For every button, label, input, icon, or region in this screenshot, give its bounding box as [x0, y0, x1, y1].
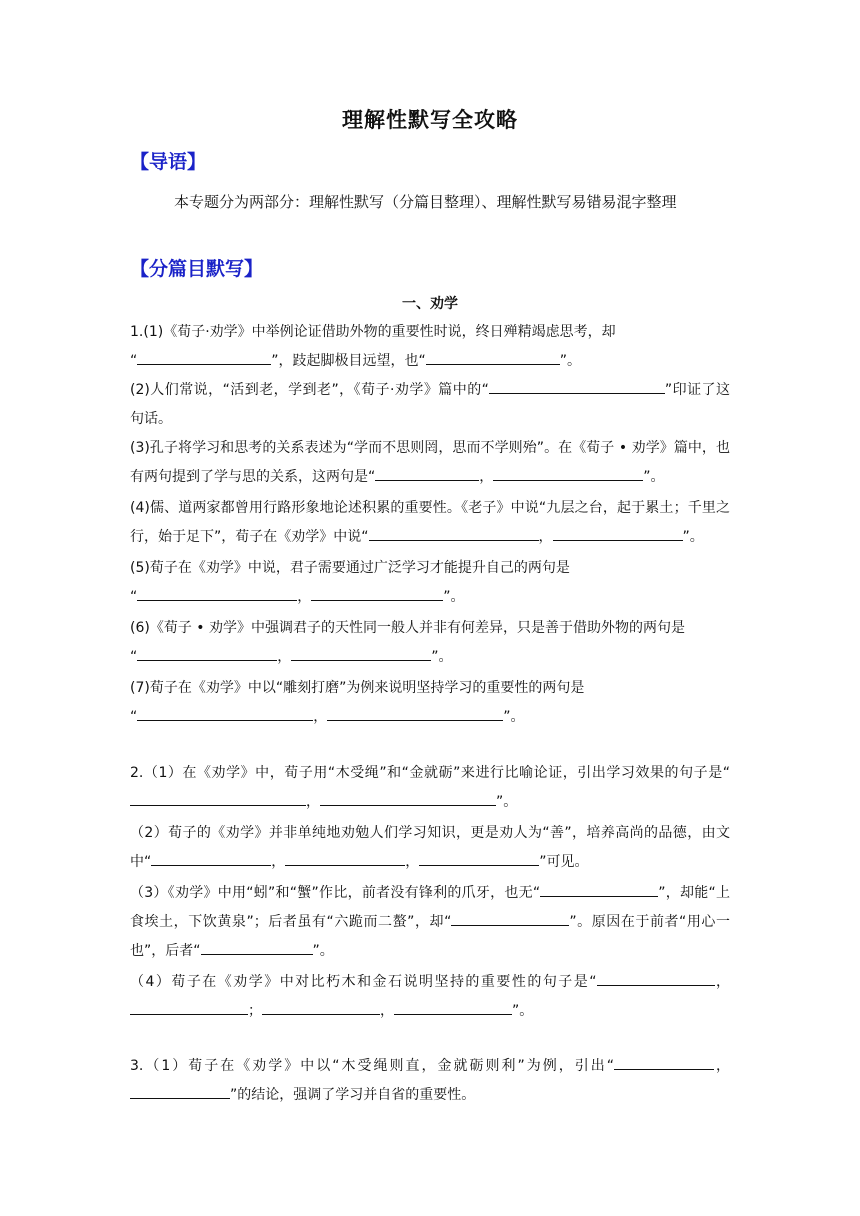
- answer-blank[interactable]: [540, 881, 658, 897]
- question-text: “: [130, 589, 138, 605]
- question-text: “: [130, 649, 138, 665]
- answer-blank[interactable]: [493, 465, 643, 481]
- page-title: 理解性默写全攻略: [342, 107, 518, 132]
- question-1-6: [130, 614, 730, 672]
- question-1-5: [130, 554, 730, 612]
- intro-heading: 【导语】: [130, 151, 207, 173]
- question-text: ”可见。: [539, 854, 589, 870]
- question-1-1: [130, 318, 730, 376]
- answer-blank[interactable]: [369, 525, 539, 541]
- question-2-2: [130, 819, 730, 877]
- answer-blank[interactable]: [419, 850, 539, 866]
- question-2-3: [130, 879, 730, 966]
- question-2-1: [130, 759, 730, 817]
- question-text: (4)儒、道两家都曾用行路形象地论述积累的重要性。《老子》中说“九层之台，起于累土；千里之行，始于足下”，荀子在《劝学》中说“: [130, 500, 730, 545]
- question-text: ”，却能“上食埃土，下饮黄泉”；后者虽有“六跪而二螯”，却“: [130, 885, 731, 930]
- answer-blank[interactable]: [327, 705, 503, 721]
- question-text: ，: [380, 1003, 394, 1019]
- question-text: (6)《荀子 • 劝学》中强调君子的天性同一般人并非有何差异，只是善于借助外物的两句是: [130, 620, 685, 636]
- question-text: ”。原因在于前者“用心一也”，后者“: [130, 914, 730, 959]
- question-text: (7)荀子在《劝学》中以“雕刻打磨”为例来说明坚持学习的重要性的两句是: [130, 680, 585, 696]
- question-text: ”。: [443, 589, 465, 605]
- question-text: ”。: [643, 469, 665, 485]
- question-text: ”。: [312, 943, 334, 959]
- answer-blank[interactable]: [597, 970, 715, 986]
- answer-blank[interactable]: [201, 939, 313, 955]
- answer-blank[interactable]: [130, 790, 306, 806]
- question-text: “: [130, 353, 138, 369]
- section-heading: 【分篇目默写】: [130, 258, 264, 280]
- question-1-7: [130, 674, 730, 732]
- question-text: ，: [405, 854, 420, 870]
- answer-blank[interactable]: [320, 790, 496, 806]
- intro-paragraph: 本专题分为两部分：理解性默写（分篇目整理）、理解性默写易错易混字整理: [174, 193, 677, 211]
- question-text: (3)孔子将学习和思考的关系表述为“学而不思则罔，思而不学则殆”。在《荀子 • 劝学》篇中，也有两句提到了学与思的关系，这两句是“: [130, 440, 730, 485]
- question-text: ，: [538, 529, 553, 545]
- answer-blank[interactable]: [130, 999, 248, 1015]
- answer-blank[interactable]: [451, 910, 569, 926]
- answer-blank[interactable]: [137, 585, 297, 601]
- question-text: （2）荀子的《劝学》并非单纯地劝勉人们学习知识，更是劝人为“善”，培养高尚的品德，由文中“: [130, 825, 730, 870]
- question-2-4: [130, 968, 730, 1026]
- answer-blank[interactable]: [137, 645, 277, 661]
- question-1-4: [130, 494, 730, 552]
- question-text: ”。: [512, 1003, 534, 1019]
- question-text: ”。: [431, 649, 453, 665]
- question-text: ”。: [559, 353, 582, 369]
- answer-blank[interactable]: [291, 645, 431, 661]
- question-text: 3.（1）荀子在《劝学》中以“木受绳则直，金就砺则利”为例，引出“: [130, 1058, 614, 1074]
- question-text: ，: [271, 854, 286, 870]
- question-text: ”的结论，强调了学习并自省的重要性。: [230, 1087, 476, 1103]
- question-3-1: [130, 1052, 730, 1110]
- answer-blank[interactable]: [489, 378, 665, 394]
- question-text: ”，跂起脚极目远望，也“: [271, 353, 426, 369]
- question-text: ；: [248, 1003, 262, 1019]
- question-text: 2.（1）在《劝学》中，荀子用“木受绳”和“金就砺”来进行比喻论证，引出学习效果的句子是“: [130, 765, 730, 781]
- question-1-2: [130, 376, 730, 434]
- question-text: “: [130, 709, 138, 725]
- answer-blank[interactable]: [426, 349, 560, 365]
- question-text: (5)荀子在《劝学》中说，君子需要通过广泛学习才能提升自己的两句是: [130, 560, 570, 576]
- question-text: 1.(1)《荀子·劝学》中举例论证借助外物的重要性时说，终日殚精竭虑思考，却: [130, 324, 616, 340]
- question-text: ”。: [682, 529, 704, 545]
- answer-blank[interactable]: [137, 349, 271, 365]
- question-text: ，: [479, 469, 494, 485]
- question-text: ，: [297, 589, 312, 605]
- question-text: ，: [277, 649, 292, 665]
- question-text: （3）《劝学》中用“蚓”和“蟹”作比，前者没有锋利的爪牙，也无“: [130, 885, 541, 901]
- answer-blank[interactable]: [311, 585, 443, 601]
- question-text: ”。: [496, 794, 518, 810]
- answer-blank[interactable]: [130, 1083, 230, 1099]
- question-text: ，: [714, 974, 730, 990]
- question-text: ”印证了这句话。: [130, 382, 730, 427]
- question-text: ，: [306, 794, 320, 810]
- answer-blank[interactable]: [137, 705, 313, 721]
- question-1-3: [130, 434, 730, 492]
- answer-blank[interactable]: [394, 999, 512, 1015]
- question-text: ，: [313, 709, 328, 725]
- question-text: ”。: [503, 709, 525, 725]
- answer-blank[interactable]: [375, 465, 479, 481]
- answer-blank[interactable]: [285, 850, 405, 866]
- answer-blank[interactable]: [614, 1054, 714, 1070]
- subsection-title: 一、劝学: [402, 296, 458, 312]
- question-text: （4）荀子在《劝学》中对比朽木和金石说明坚持的重要性的句子是“: [130, 974, 597, 990]
- question-text: ，: [714, 1058, 730, 1074]
- answer-blank[interactable]: [262, 999, 380, 1015]
- answer-blank[interactable]: [553, 525, 683, 541]
- answer-blank[interactable]: [151, 850, 271, 866]
- question-text: (2)人们常说，“活到老，学到老”，《荀子·劝学》篇中的“: [130, 382, 489, 398]
